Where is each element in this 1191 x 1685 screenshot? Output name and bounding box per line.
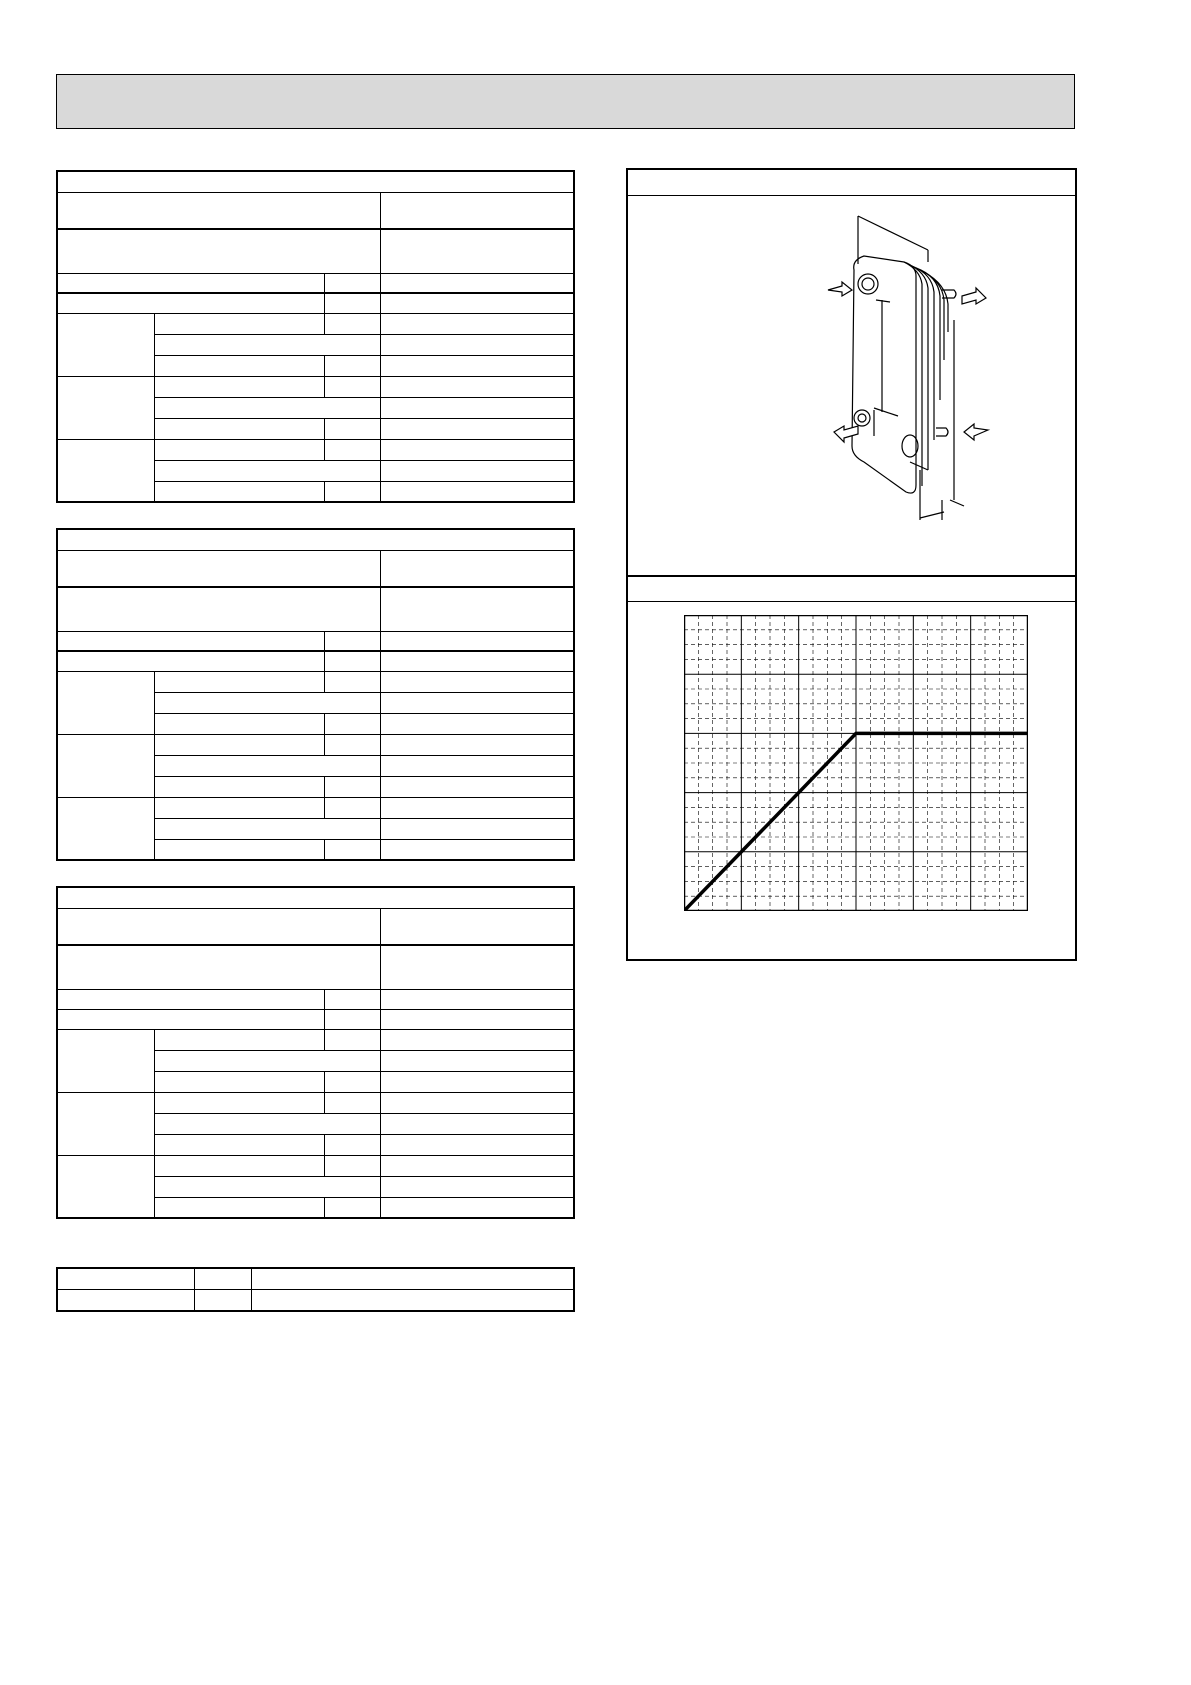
model-value-cell [380,587,574,631]
table-cell [57,1009,324,1029]
value-cell [380,671,574,692]
table-cell [154,1029,324,1050]
value-cell [380,776,574,797]
graph-caption-bar [628,576,1075,602]
unit-cell [324,1197,380,1218]
value-cell [380,481,574,502]
group-label-cell [57,439,154,502]
value-cell [380,631,574,651]
value-cell [380,397,574,418]
value-cell [380,1197,574,1218]
table-cell [154,1050,380,1071]
group-label-cell [57,313,154,376]
table-cell [154,1071,324,1092]
heat-exchanger-drawing [824,200,1014,520]
table-cell [154,776,324,797]
unit-cell [324,481,380,502]
table-cell [154,1113,380,1134]
value-cell [380,313,574,334]
table-cell [154,1197,324,1218]
model-value-cell [380,945,574,989]
value-cell [380,713,574,734]
spec-table-caption [57,887,574,908]
unit-cell [324,1029,380,1050]
table-cell [154,313,324,334]
table-cell [154,481,324,502]
group-label-cell [57,671,154,734]
table-cell [154,818,380,839]
spec-table-1 [56,170,575,503]
table-cell [154,734,324,755]
table-cell [154,1134,324,1155]
table-cell [154,755,380,776]
table-cell [154,671,324,692]
value-cell [380,460,574,481]
value-cell [380,1092,574,1113]
model-label-cell [57,587,380,631]
group-label-cell [57,1155,154,1218]
value-cell [380,989,574,1009]
table-cell [57,273,324,293]
group-label-cell [57,734,154,797]
table-cell [154,797,324,818]
table-cell [154,692,380,713]
table-cell [57,1268,194,1290]
table-cell [57,651,324,671]
unit-cell [324,313,380,334]
unit-cell [324,839,380,860]
bottom-table [56,1267,575,1312]
value-cell [380,273,574,293]
unit-cell [324,355,380,376]
value-cell [380,293,574,313]
value-cell [380,692,574,713]
value-cell [380,439,574,460]
value-cell [380,376,574,397]
group-label-cell [57,797,154,860]
unit-cell [324,713,380,734]
unit-cell [324,1134,380,1155]
unit-cell [324,273,380,293]
table-cell [194,1290,251,1312]
table-cell [154,397,380,418]
table-cell [154,1176,380,1197]
spec-table-3 [56,886,575,1219]
group-label-cell [57,376,154,439]
value-cell [380,839,574,860]
header-label-cell [57,908,380,945]
header-value-cell [380,192,574,229]
value-cell [380,818,574,839]
table-cell [154,713,324,734]
value-cell [380,1050,574,1071]
spec-table-caption [57,529,574,550]
table-cell [57,1290,194,1312]
value-cell [380,1176,574,1197]
unit-cell [324,734,380,755]
unit-cell [324,1092,380,1113]
unit-cell [324,439,380,460]
value-cell [380,1029,574,1050]
spec-table-caption [57,171,574,192]
value-cell [380,734,574,755]
value-cell [380,334,574,355]
value-cell [380,418,574,439]
unit-cell [324,1155,380,1176]
value-cell [380,797,574,818]
table-cell [154,1092,324,1113]
header-label-cell [57,550,380,587]
value-cell [380,1134,574,1155]
page-title-bar [56,74,1075,129]
table-cell [251,1268,574,1290]
table-cell [57,631,324,651]
value-cell [380,1113,574,1134]
table-cell [154,439,324,460]
unit-cell [324,651,380,671]
group-label-cell [57,1092,154,1155]
unit-cell [324,776,380,797]
unit-cell [324,376,380,397]
group-label-cell [57,1029,154,1092]
value-cell [380,355,574,376]
table-cell [154,334,380,355]
table-cell [154,839,324,860]
value-cell [380,1071,574,1092]
table-cell [57,293,324,313]
value-cell [380,755,574,776]
table-cell [154,460,380,481]
unit-cell [324,1071,380,1092]
table-cell [154,1155,324,1176]
spec-table-2 [56,528,575,861]
value-cell [380,1155,574,1176]
header-label-cell [57,192,380,229]
performance-graph [684,615,1028,911]
diagram-graph-panel [626,168,1077,961]
value-cell [380,651,574,671]
model-value-cell [380,229,574,273]
model-label-cell [57,945,380,989]
table-cell [154,355,324,376]
table-cell [194,1268,251,1290]
value-cell [380,1009,574,1029]
table-cell [154,418,324,439]
header-value-cell [380,550,574,587]
unit-cell [324,671,380,692]
unit-cell [324,293,380,313]
unit-cell [324,1009,380,1029]
unit-cell [324,989,380,1009]
table-cell [251,1290,574,1312]
unit-cell [324,797,380,818]
unit-cell [324,418,380,439]
header-value-cell [380,908,574,945]
table-cell [154,376,324,397]
diagram-caption-bar [628,170,1075,196]
unit-cell [324,631,380,651]
model-label-cell [57,229,380,273]
table-cell [57,989,324,1009]
